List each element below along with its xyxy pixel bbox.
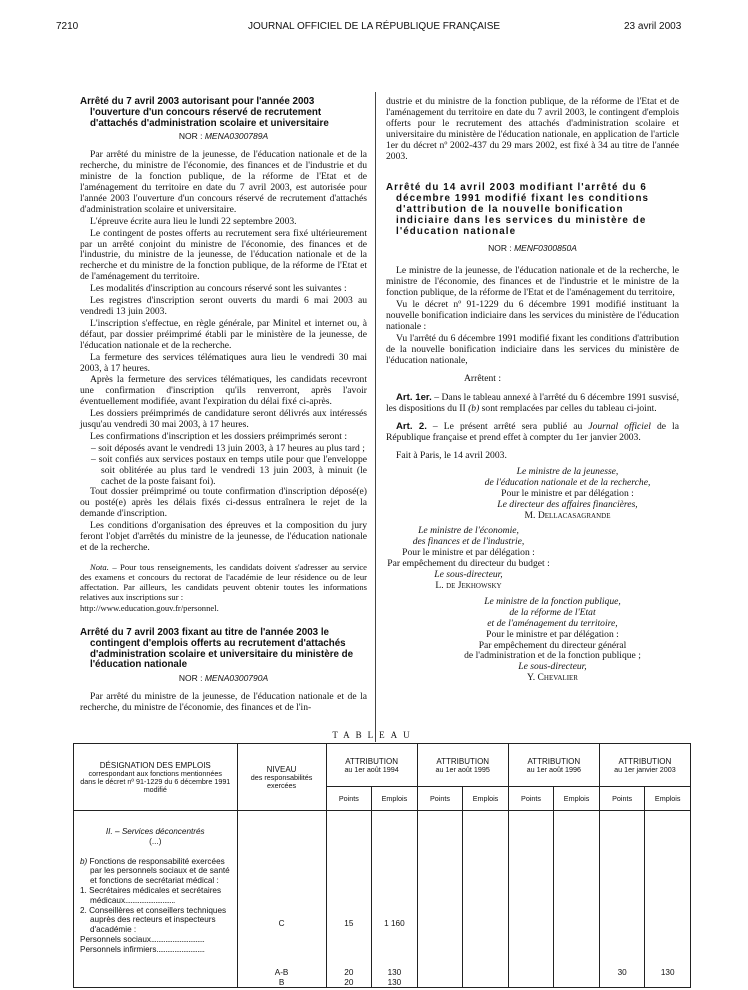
- page-number: 7210: [56, 21, 79, 32]
- right-column: [386, 97, 679, 684]
- points-2003-cell: 30: [599, 811, 645, 988]
- signature-block-2: Le ministre de l'économie, des finances et de l'industrie, Pour le ministre et par délégation : Par empêchement du directeur du budget : Le sous-directeur, L. de Jekhowsky: [387, 525, 550, 591]
- table-body-row: [74, 811, 691, 988]
- paragraph: Par arrêté du ministre de la jeunesse, de l'éducation nationale et de la recherche, du ministre de l'économie, des finances et de l'in-: [80, 691, 367, 713]
- paragraph: La fermeture des services télématiques aura lieu le vendredi 30 mai 2003, à 17 heures.: [80, 351, 367, 374]
- signatory-name: M. Dellacasagrande: [524, 509, 611, 521]
- table-row-label: Personnels infirmiers...........................: [80, 944, 205, 954]
- section-heading: II. – Services déconcentrés: [105, 827, 205, 836]
- paragraph: Par arrêté du ministre de la jeunesse, de l'éducation nationale et de la recherche, du ministre de l'économie, des finances et de l'industrie et du ministre de la fonction publique, de la réforme de l'Etat et de l'aménagement du territoire en date du 7 avril 2003, est autorisée pour l'année 2003 l'ouverture d'un concours réservé de recrutement d'attachés d'administration scolaire et universitaire.: [80, 149, 367, 215]
- paragraph: Les registres d'inscription seront ouverts du mardi 6 mai 2003 au vendredi 13 juin 2003.: [80, 295, 367, 317]
- paragraph: Les confirmations d'inscription et les dossiers préimprimés seront :: [90, 430, 347, 442]
- signatory-name: Y. Chevalier: [527, 672, 578, 684]
- header-points: Points: [508, 787, 554, 811]
- nota-block: [80, 562, 367, 613]
- tableau-title: TABLEAU: [332, 730, 416, 740]
- nbi-table: [73, 743, 691, 988]
- nota-text: – Pour tous renseignements, les candidats doivent s'adresser au service des examens et concours du rectorat de l'académie de leur résidence ou de leur affectation. Par ailleurs, les candidats peuvent obtenir toutes les informations relatives aux inscriptions sur :: [80, 561, 367, 602]
- paragraph: Les modalités d'inscription au concours réservé sont les suivantes :: [90, 283, 347, 295]
- header-attribution-2003: ATTRIBUTION au 1er janvier 2003: [599, 744, 690, 787]
- points-1995-cell: [417, 811, 463, 988]
- header-niveau: NIVEAU des responsabilités exercées: [237, 744, 326, 811]
- column-divider: [375, 92, 376, 742]
- points-1994-cell: 15 20 20: [326, 811, 372, 988]
- nor-code: MENA0300790A: [204, 673, 269, 684]
- paragraph: Le ministre de la jeunesse, de l'éducation nationale et de la recherche, le ministre de l'économie, des finances et de l'industrie et le ministre de la fonction publique, de la réforme de l'Etat et de l'aménagement du territoire,: [386, 265, 679, 299]
- nor-reference: NOR : MENA0300789A: [178, 131, 269, 142]
- signing-place-date: Fait à Paris, le 14 avril 2003.: [396, 450, 507, 462]
- points-1996-cell: [508, 811, 554, 988]
- paragraph: Tout dossier préimprimé ou toute confirmation d'inscription déposé(e) ou posté(e) après les délais fixés ci-dessus entraînera le rejet de la demande d'inscription.: [80, 486, 367, 520]
- paragraph: L'épreuve écrite aura lieu le lundi 22 septembre 2003.: [90, 215, 297, 227]
- table-row-label: 2. Conseillères et conseillers techniques auprès des recteurs et inspecteurs d'académie :: [80, 905, 227, 935]
- article-title: Arrêté du 7 avril 2003 autorisant pour l'année 2003 l'ouverture d'un concours réservé de recrutement d'attachés d'administration scolaire et universitaire: [80, 96, 329, 129]
- table-row-label: 1. Secrétaires médicales et secrétaires médicaux............................: [80, 885, 222, 905]
- page-header: [0, 21, 748, 35]
- niveau-cell: C A-B B: [237, 811, 326, 988]
- header-attribution-1995: ATTRIBUTION au 1er août 1995: [417, 744, 508, 787]
- nota-url[interactable]: http://www.education.gouv.fr/personnel.: [80, 602, 219, 613]
- nota-label: Nota.: [90, 561, 109, 572]
- article-1: Art. 1er. – Dans le tableau annexé à l'arrêté du 6 décembre 1991 susvisé, les dispositions du II (b) sont remplacées par celles du tableau ci-joint.: [386, 392, 680, 415]
- subsection: b) Fonctions de responsabilité exercées par les personnels sociaux et de santé et fonctions de secrétariat médical :: [80, 856, 230, 886]
- signature-block-3: Le ministre de la fonction publique, de la réforme de l'Etat et de l'aménagement du territoire, Pour le ministre et par délégation : Par empêchement du directeur général de l'administration et de la fonction publique ; Le sous-directeur, Y. Chevalier: [386, 597, 679, 684]
- emplois-1996-cell: [554, 811, 600, 988]
- paragraph: Le contingent de postes offerts au recrutement sera fixé ultérieurement par un arrêté conjoint du ministre de l'économie, des finances et de l'industrie, du ministre de la jeunesse, de l'éducation nationale et de la recherche et du ministre de la fonction publique, de la réforme de l'Etat et de l'aménagement du territoire.: [80, 227, 367, 283]
- emplois-1994-cell: 1 160 130 130: [372, 811, 418, 988]
- nor-code: MENA0300789A: [204, 131, 269, 142]
- journal-title: JOURNAL OFFICIEL DE LA RÉPUBLIQUE FRANÇAISE: [247, 21, 501, 32]
- table-row-label: Personnels sociaux..............................: [80, 934, 205, 944]
- designation-cell: II. – Services déconcentrés (...) b) Fonctions de responsabilité exercées par les personnels sociaux et de santé et fonctions de secrétariat médical : 1. Secrétaires médicales et secrétaires médicaux............................ 2. Conseillères et conseillers techniques auprès des recteurs et inspecteurs d'académie : Personnels sociaux.............................. Personnels infirmiers...........................: [74, 811, 238, 988]
- header-emplois: Emplois: [554, 787, 600, 811]
- paragraph: Après la fermeture des services télématiques, les candidats recevront une confirmation d'inscription qu'ils renverront, après l'avoir éventuellement modifiée, avant l'expiration du délai fixé ci-après.: [80, 374, 367, 408]
- paragraph: Les conditions d'organisation des épreuves et la composition du jury feront l'objet d'arrêtés du ministre de la jeunesse, de l'éducation nationale et de la recherche.: [80, 520, 367, 554]
- nor-reference: NOR : MENF0300850A: [488, 243, 577, 254]
- article-2: Art. 2. – Le présent arrêté sera publié au Journal officiel de la République française et prend effet à compter du 1er janvier 2003.: [386, 421, 679, 444]
- bullet-item: – soit déposés avant le vendredi 13 juin 2003, à 17 heures au plus tard ;: [91, 442, 365, 454]
- nor-reference: NOR : MENA0300790A: [178, 673, 269, 684]
- header-points: Points: [326, 787, 372, 811]
- header-points: Points: [417, 787, 463, 811]
- emplois-1995-cell: [463, 811, 509, 988]
- arretent: Arrêtent :: [464, 373, 502, 385]
- paragraph: dustrie et du ministre de la fonction publique, de la réforme de l'Etat et de l'aménagement du territoire en date du 7 avril 2003, le contingent d'emplois offerts pour le recrutement des attachés d'administration scolaire et universitaire du ministère de l'éducation nationale, en application de l'article 1er du décret nº 2002-437 du 29 mars 2002, est fixé à 34 au titre de l'année 2003.: [386, 96, 679, 162]
- article-title: Arrêté du 14 avril 2003 modifiant l'arrêté du 6 décembre 1991 modifié fixant les conditions d'attribution de la nouvelle bonification indiciaire dans les services du ministère de l'éducation nationale: [386, 182, 650, 237]
- header-emplois: Emplois: [372, 787, 418, 811]
- paragraph: Vu le décret nº 91-1229 du 6 décembre 1991 modifié instituant la nouvelle bonification indiciaire dans les services du ministère de l'éducation nationale :: [386, 299, 679, 332]
- article-title: Arrêté du 7 avril 2003 fixant au titre de l'année 2003 le contingent d'emplois offerts au recrutement d'attachés d'administration scolaire et universitaire du ministère de l'éducation nationale: [80, 626, 354, 671]
- signatory-name: L. de Jekhowsky: [435, 579, 502, 591]
- header-designation: DÉSIGNATION DES EMPLOIS correspondant aux fonctions mentionnées dans le décret nº 91-1229 du 6 décembre 1991 modifié: [74, 744, 238, 811]
- publication-date: 23 avril 2003: [624, 21, 682, 32]
- header-points: Points: [599, 787, 645, 811]
- nor-code: MENF0300850A: [514, 243, 577, 254]
- left-column: [80, 97, 367, 715]
- paragraph: L'inscription s'effectue, en règle générale, par Minitel et internet ou, à défaut, par dossier préimprimé établi par le ministère de la jeunesse, de l'éducation nationale et de la recherche.: [80, 317, 367, 351]
- paragraph: Les dossiers préimprimés de candidature seront délivrés aux intéressés jusqu'au vendredi 30 mai 2003, à 17 heures.: [80, 408, 367, 431]
- signature-block-1: Le ministre de la jeunesse, de l'éducation nationale et de la recherche, Pour le ministre et par délégation : Le directeur des affaires financières, M. Dellacasagrande: [386, 467, 679, 522]
- header-attribution-1994: ATTRIBUTION au 1er août 1994: [326, 744, 417, 787]
- paragraph: Vu l'arrêté du 6 décembre 1991 modifié fixant les conditions d'attribution de la nouvelle bonification indiciaire dans les services du ministère de l'éducation nationale,: [386, 332, 679, 366]
- bullet-item: – soit confiés aux services postaux en temps utile pour que l'enveloppe soit oblitérée au plus tard le vendredi 13 juin 2003, à minuit (le cachet de la poste faisant foi).: [91, 453, 367, 487]
- header-attribution-1996: ATTRIBUTION au 1er août 1996: [508, 744, 599, 787]
- header-emplois: Emplois: [463, 787, 509, 811]
- emplois-2003-cell: 130: [645, 811, 691, 988]
- header-emplois: Emplois: [645, 787, 691, 811]
